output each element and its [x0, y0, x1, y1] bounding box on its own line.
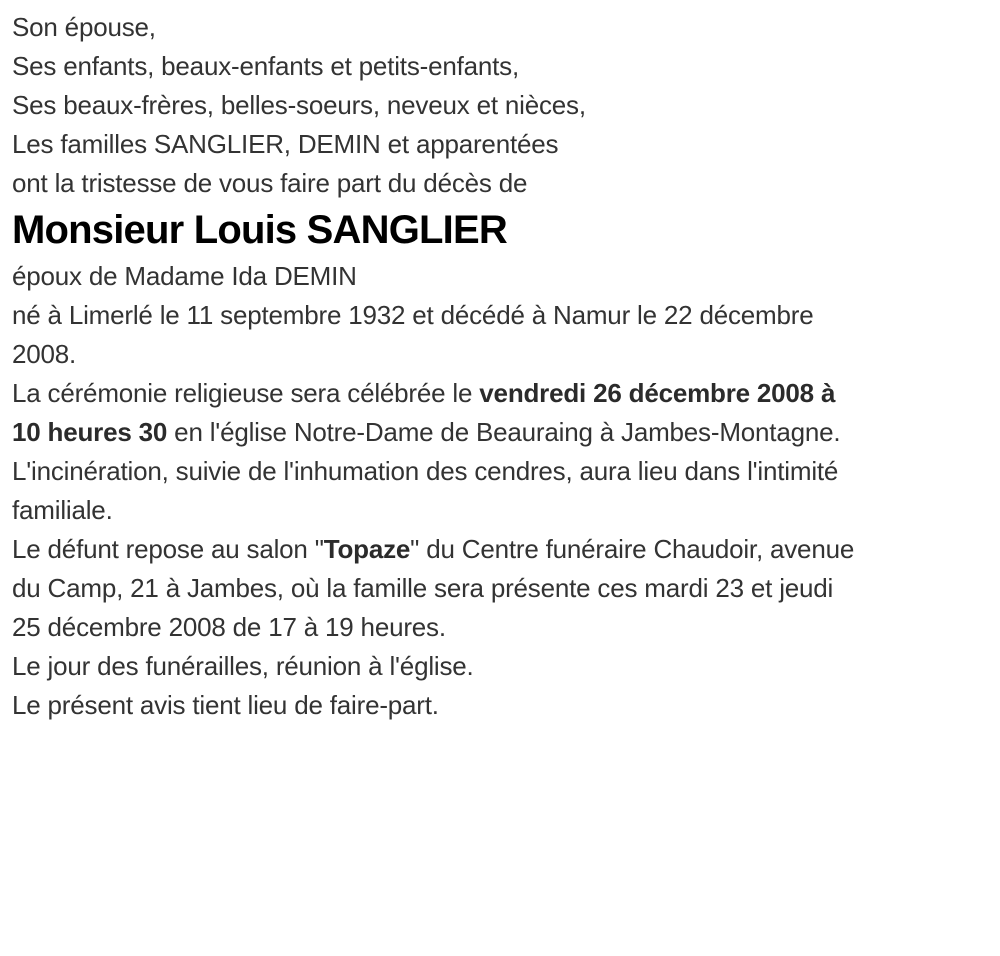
family-line-spouse: Son épouse, — [12, 12, 156, 42]
spouse-line: époux de Madame Ida DEMIN — [12, 261, 357, 291]
ceremony-text-start: La cérémonie religieuse sera célébrée le — [12, 378, 480, 408]
repose-text-mid: " du Centre funéraire Chaudoir, avenue — [410, 534, 855, 564]
deceased-name-heading: Monsieur Louis SANGLIER — [12, 208, 507, 252]
repose-text-start: Le défunt repose au salon " — [12, 534, 324, 564]
birth-death-line1: né à Limerlé le 11 septembre 1932 et décédé à Namur le 22 décembre — [12, 300, 814, 330]
repose-line2: du Camp, 21 à Jambes, où la famille sera présente ces mardi 23 et jeudi — [12, 573, 834, 603]
ceremony-text-end: en l'église Notre-Dame de Beauraing à Jambes-Montagne. — [167, 417, 841, 447]
cremation-line1: L'incinération, suivie de l'inhumation des cendres, aura lieu dans l'intimité — [12, 456, 839, 486]
closing-line: Le présent avis tient lieu de faire-part. — [12, 690, 439, 720]
funeral-day-line: Le jour des funérailles, réunion à l'église. — [12, 651, 474, 681]
family-line-children: Ses enfants, beaux-enfants et petits-enfants, — [12, 51, 519, 81]
family-line-families: Les familles SANGLIER, DEMIN et apparentées — [12, 129, 559, 159]
ceremony-paragraph — [12, 374, 988, 452]
cremation-paragraph — [12, 452, 988, 530]
birth-death-paragraph — [12, 296, 988, 374]
family-block — [12, 8, 988, 164]
repose-paragraph — [12, 530, 988, 647]
intro-line: ont la tristesse de vous faire part du décès de — [12, 168, 528, 198]
family-line-inlaws: Ses beaux-frères, belles-soeurs, neveux et nièces, — [12, 90, 586, 120]
repose-line3: 25 décembre 2008 de 17 à 19 heures. — [12, 612, 446, 642]
ceremony-date-bold: vendredi 26 décembre 2008 à — [479, 378, 836, 408]
ceremony-time-bold: 10 heures 30 — [12, 417, 168, 447]
cremation-line2: familiale. — [12, 495, 113, 525]
repose-salon-bold: Topaze — [323, 534, 411, 564]
birth-death-line2: 2008. — [12, 339, 77, 369]
